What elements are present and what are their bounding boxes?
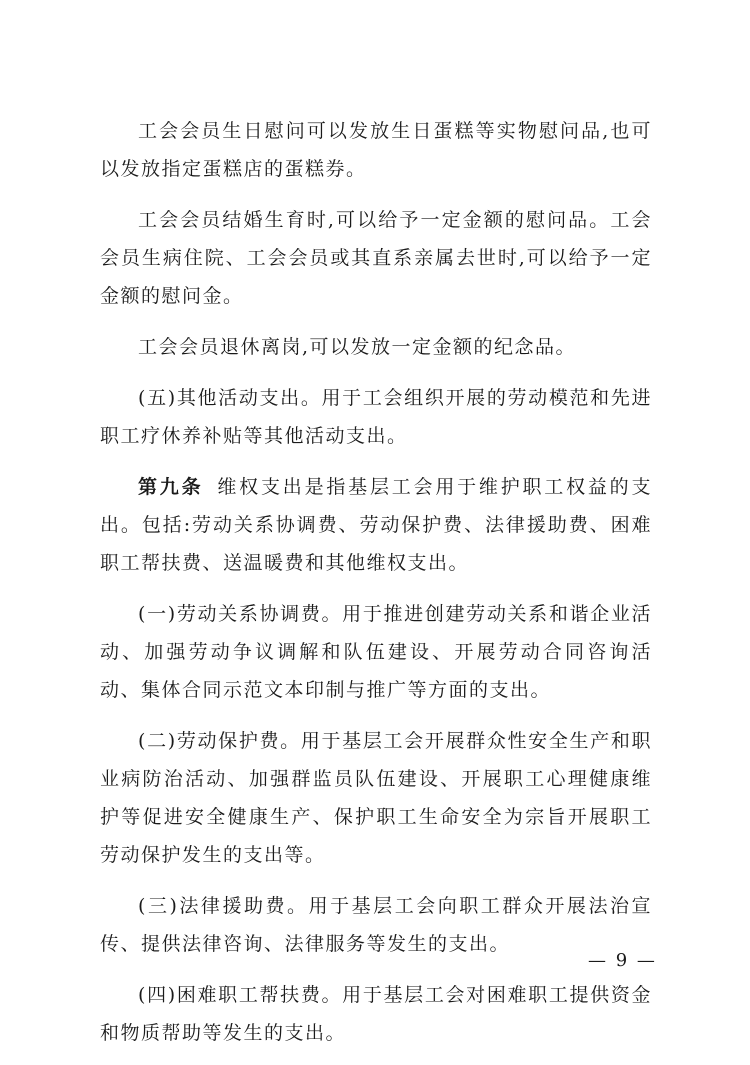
paragraph-marriage-illness xyxy=(100,201,652,315)
paragraph-text: 工会会员生日慰问可以发放生日蛋糕等实物慰问品,也可以发放指定蛋糕店的蛋糕券。 xyxy=(100,120,652,180)
paragraph-text: 维权支出是指基层工会用于维护职工权益的支出。包括:劳动关系协调费、劳动保护费、法律援助费、困难职工帮扶费、送温暖费和其他维权支出。 xyxy=(100,476,652,574)
paragraph-text: (三)法律援助费。用于基层工会向职工群众开展法治宣传、提供法律咨询、法律服务等发生的支出。 xyxy=(100,895,652,955)
document-body xyxy=(100,112,652,1065)
page-number: — 9 — xyxy=(588,950,657,971)
paragraph-text: 工会会员结婚生育时,可以给予一定金额的慰问品。工会会员生病住院、工会会员或其直系亲属去世时,可以给予一定金额的慰问金。 xyxy=(100,209,652,307)
paragraph-labor-protection xyxy=(100,722,652,874)
article-heading: 第九条 xyxy=(138,476,204,498)
paragraph-text: (四)困难职工帮扶费。用于基层工会对困难职工提供资金和物质帮助等发生的支出。 xyxy=(100,984,652,1044)
paragraph-labor-relations xyxy=(100,595,652,709)
paragraph-article-nine xyxy=(100,468,652,582)
paragraph-birthday-condolence xyxy=(100,112,652,188)
paragraph-hardship-assistance xyxy=(100,976,652,1052)
paragraph-text: (二)劳动保护费。用于基层工会开展群众性安全生产和职业病防治活动、加强群监员队伍建设、开展职工心理健康维护等促进安全健康生产、保护职工生命安全为宗旨开展职工劳动保护发生的支出等。 xyxy=(100,730,652,866)
paragraph-legal-aid xyxy=(100,887,652,963)
paragraph-text: (一)劳动关系协调费。用于推进创建劳动关系和谐企业活动、加强劳动争议调解和队伍建设、开展劳动合同咨询活动、集体合同示范文本印制与推广等方面的支出。 xyxy=(100,603,652,701)
paragraph-other-activities xyxy=(100,379,652,455)
paragraph-text: 工会会员退休离岗,可以发放一定金额的纪念品。 xyxy=(138,336,577,358)
paragraph-retirement xyxy=(100,328,652,366)
paragraph-text: (五)其他活动支出。用于工会组织开展的劳动模范和先进职工疗休养补贴等其他活动支出。 xyxy=(100,387,652,447)
